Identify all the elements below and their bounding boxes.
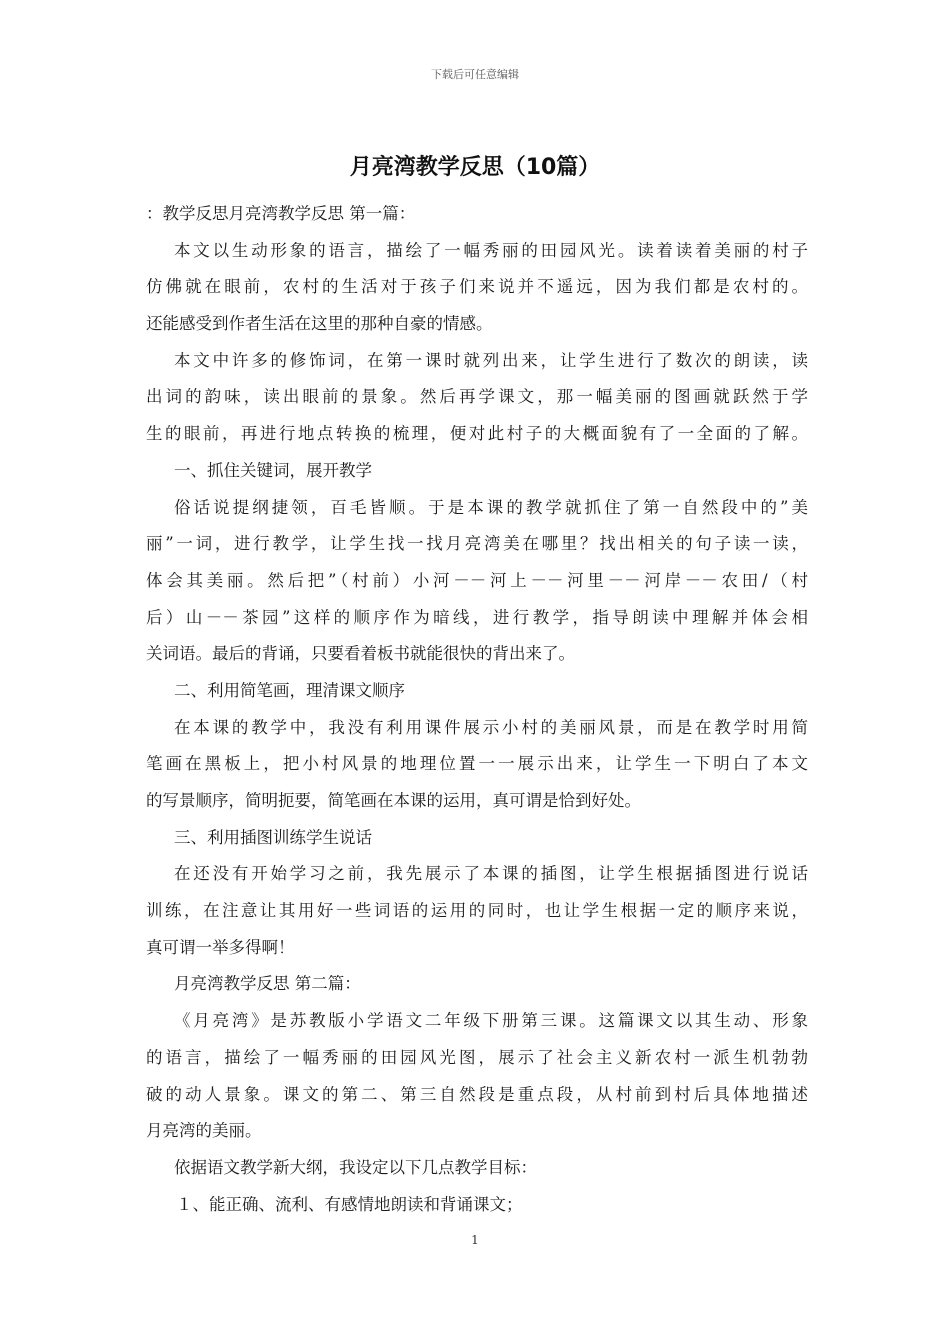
text-line: 还能感受到作者生活在这里的那种自豪的情感。	[146, 314, 493, 334]
page-header: 下载后可任意编辑	[431, 68, 519, 81]
text-line: 依据语文教学新大纲，我设定以下几点教学目标：	[174, 1157, 537, 1177]
document-title: 月亮湾教学反思（10篇）	[349, 155, 601, 180]
text-line: 训练，在注意让其用好一些词语的运用的同时，也让学生根据一定的顺序来说，	[146, 901, 808, 921]
section-heading: 三、利用插图训练学生说话	[174, 827, 372, 847]
text-line: ：教学反思月亮湾教学反思 第一篇：	[146, 204, 416, 223]
text-line: 本文中许多的修饰词，在第一课时就列出来，让学生进行了数次的朗读，读	[174, 350, 808, 370]
text-line: 的语言，描绘了一幅秀丽的田园风光图，展示了社会主义新农村一派生机勃勃	[146, 1047, 808, 1067]
text-line: 俗话说提纲捷领，百毛皆顺。于是本课的教学就抓住了第一自然段中的”美	[174, 497, 808, 517]
text-line: 真可谓一举多得啊！	[146, 937, 295, 957]
text-line: 仿佛就在眼前，农村的生活对于孩子们来说并不遥远，因为我们都是农村的。	[146, 277, 808, 297]
document-body	[146, 196, 808, 1223]
text-line: 丽”一词，进行教学，让学生找一找月亮湾美在哪里？找出相关的句子读一读，	[146, 534, 808, 554]
text-line: 《月亮湾》是苏教版小学语文二年级下册第三课。这篇课文以其生动、形象	[174, 1011, 808, 1031]
list-item: １、能正确、流利、有感情地朗读和背诵课文；	[176, 1194, 523, 1214]
text-line: 出词的韵味，读出眼前的景象。然后再学课文，那一幅美丽的图画就跃然于学	[146, 387, 808, 407]
text-line: 本文以生动形象的语言，描绘了一幅秀丽的田园风光。读着读着美丽的村子	[174, 240, 808, 260]
text-line: 关词语。最后的背诵，只要看着板书就能很快的背出来了。	[146, 644, 575, 664]
text-line: 月亮湾的美丽。	[146, 1121, 262, 1141]
section-heading: 月亮湾教学反思 第二篇：	[174, 974, 361, 994]
page-number: 1	[471, 1233, 479, 1247]
text-line: 生的眼前，再进行地点转换的梳理，便对此村子的大概面貌有了一全面的了解。	[146, 424, 808, 444]
text-line: 破的动人景象。课文的第二、第三自然段是重点段，从村前到村后具体地描述	[146, 1084, 808, 1104]
text-line: 在还没有开始学习之前，我先展示了本课的插图，让学生根据插图进行说话	[174, 864, 808, 884]
text-line: 笔画在黑板上，把小村风景的地理位置一一展示出来，让学生一下明白了本文	[146, 754, 808, 774]
text-line: 在本课的教学中，我没有利用课件展示小村的美丽风景，而是在教学时用简	[174, 717, 808, 737]
section-heading: 二、利用简笔画，理清课文顺序	[174, 680, 405, 700]
text-line: 的写景顺序，简明扼要，简笔画在本课的运用，真可谓是恰到好处。	[146, 791, 641, 810]
text-line: 后）山－－茶园”这样的顺序作为暗线，进行教学，指导朗读中理解并体会相	[146, 607, 808, 627]
text-line: 体会其美丽。然后把”（村前）小河－－河上－－河里－－河岸－－农田/（村	[146, 570, 808, 590]
section-heading: 一、抓住关键词，展开教学	[174, 460, 372, 480]
